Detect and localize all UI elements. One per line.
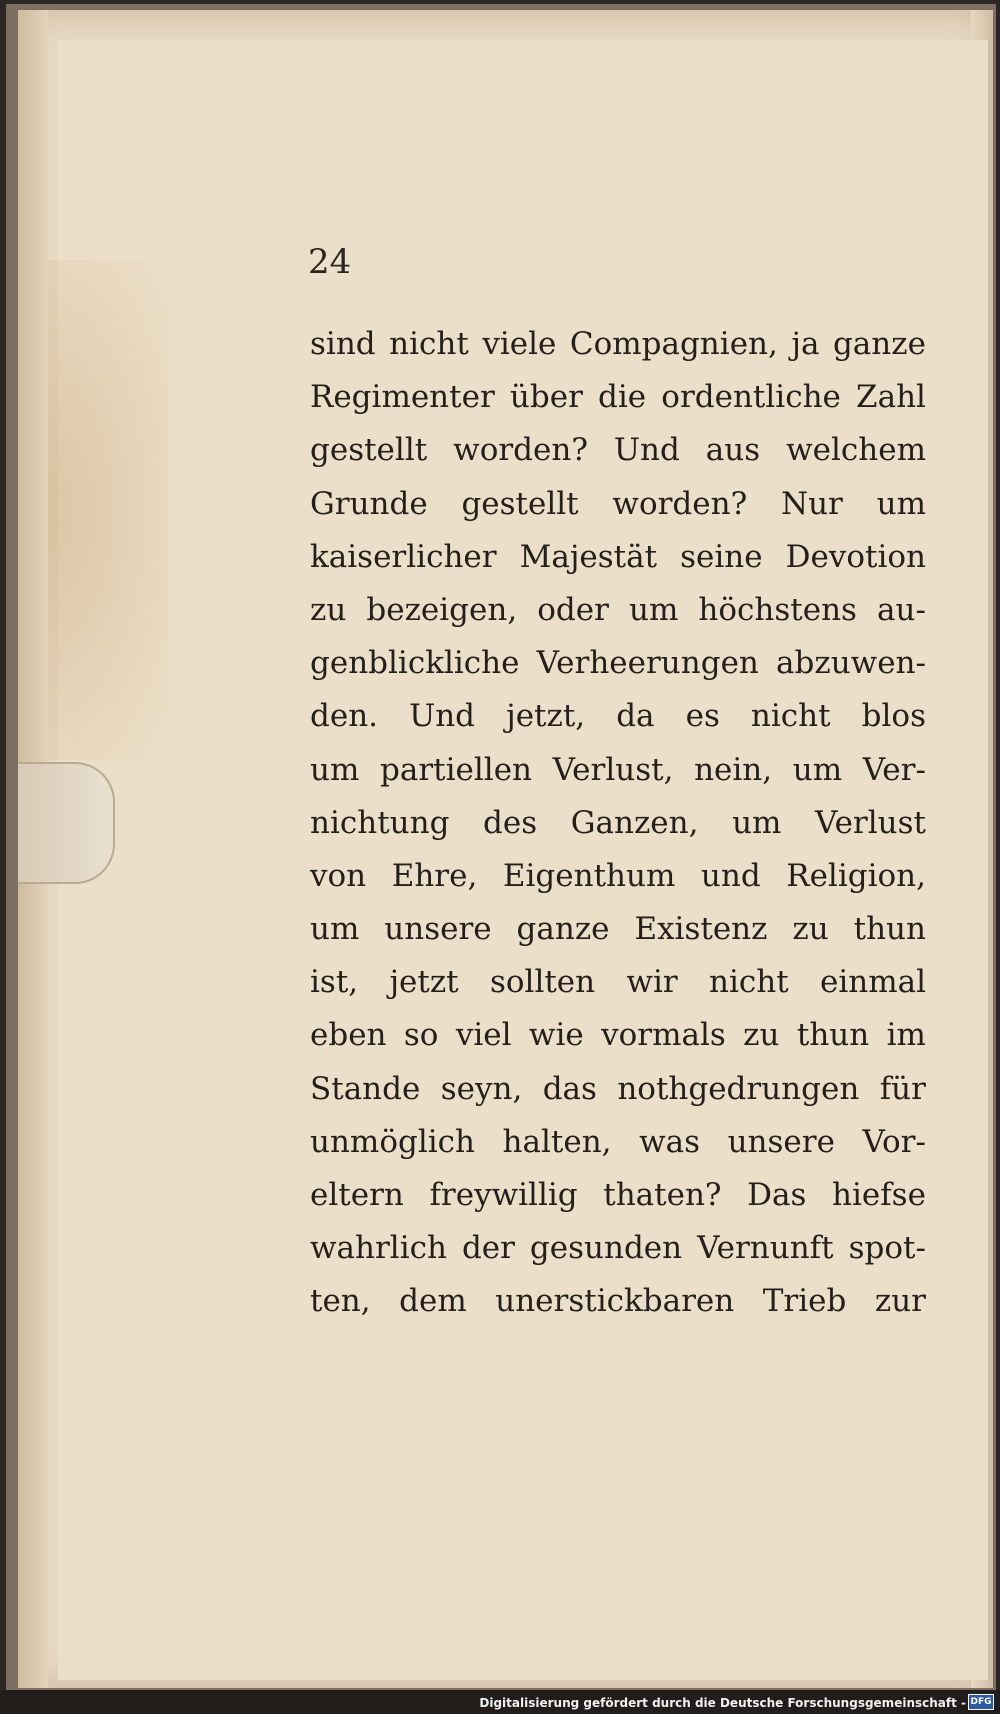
- word: wahrlich: [310, 1230, 447, 1267]
- word: die: [598, 379, 647, 416]
- word: ordentliche: [661, 379, 841, 416]
- text-line: [310, 1116, 926, 1169]
- word: Vernunft: [697, 1230, 834, 1267]
- word: so: [403, 1017, 439, 1054]
- word: hiefse: [831, 1177, 926, 1213]
- word: um: [792, 751, 843, 788]
- book-page: [18, 10, 993, 1688]
- word: für: [879, 1070, 926, 1107]
- word: über: [509, 379, 583, 416]
- word: viele: [482, 326, 557, 362]
- text-line: [310, 1063, 926, 1116]
- word: Ganzen,: [570, 804, 699, 841]
- word: unsere: [384, 911, 492, 948]
- word: vormals: [601, 1017, 726, 1054]
- word: bezeigen,: [366, 591, 518, 628]
- word: Regimenter: [310, 379, 495, 416]
- word: oder: [537, 591, 609, 628]
- text-line: [310, 478, 926, 531]
- word: Verlust: [815, 804, 926, 841]
- word: um: [876, 485, 926, 522]
- word: gestellt: [461, 485, 579, 522]
- word: das: [542, 1070, 597, 1107]
- word: des: [483, 804, 538, 841]
- text-line: [310, 1009, 926, 1062]
- text-line: [310, 1275, 926, 1328]
- word: unerstickbaren: [495, 1283, 735, 1320]
- word: partiellen: [380, 751, 533, 788]
- word: sollten: [489, 964, 596, 1001]
- word: unmöglich: [310, 1123, 475, 1160]
- text-line: [310, 956, 926, 1009]
- word: ja: [791, 326, 820, 362]
- word: Und: [613, 432, 680, 469]
- word: und: [700, 857, 761, 894]
- word: um: [628, 591, 679, 628]
- word: freywillig: [429, 1177, 578, 1213]
- word: zu: [792, 911, 829, 948]
- word: Existenz: [634, 911, 768, 948]
- text-line: [310, 318, 926, 371]
- text-line: [310, 1169, 926, 1222]
- word: Zahl: [856, 379, 926, 416]
- word: Das: [747, 1177, 807, 1213]
- word: nein,: [694, 751, 773, 788]
- text-line: [310, 690, 926, 743]
- word: Trieb: [762, 1283, 847, 1320]
- text-line: [310, 903, 926, 956]
- word: ist,: [310, 964, 359, 1001]
- text-line: [310, 850, 926, 903]
- word: was: [639, 1123, 701, 1160]
- word: halten,: [502, 1123, 612, 1160]
- word: seine: [680, 538, 763, 575]
- word: abzuwen-: [776, 645, 926, 682]
- word: viel: [455, 1017, 512, 1054]
- word: welchem: [786, 432, 926, 469]
- word: unsere: [727, 1123, 835, 1160]
- word: nicht: [389, 326, 469, 362]
- word: ten,: [310, 1283, 371, 1320]
- word: gesunden: [529, 1230, 683, 1267]
- text-line: [310, 797, 926, 850]
- word: Vor-: [862, 1123, 926, 1160]
- word: eltern: [310, 1177, 404, 1213]
- word: seyn,: [440, 1070, 523, 1107]
- word: einmal: [819, 964, 926, 1001]
- word: da: [616, 698, 655, 735]
- digitization-credit: Digitalisierung gefördert durch die Deutsche Forschungsgemeinschaft -: [479, 1696, 966, 1710]
- word: gestellt: [310, 432, 428, 469]
- word: Grunde: [310, 485, 428, 522]
- word: es: [685, 698, 720, 735]
- word: zur: [874, 1283, 926, 1320]
- page-number: 24: [308, 242, 352, 282]
- text-line: [310, 531, 926, 584]
- word: au-: [877, 591, 926, 628]
- word: jetzt,: [506, 698, 586, 735]
- word: jetzt: [389, 964, 459, 1001]
- word: wie: [528, 1017, 584, 1054]
- word: thaten?: [603, 1177, 722, 1213]
- word: nothgedrungen: [617, 1070, 860, 1107]
- word: Eigenthum: [502, 857, 676, 894]
- text-line: [310, 637, 926, 690]
- word: genblickliche: [310, 645, 520, 682]
- word: ganze: [516, 911, 610, 948]
- word: Majestät: [519, 538, 658, 575]
- word: im: [886, 1017, 926, 1054]
- word: thun: [853, 911, 926, 948]
- word: zu: [310, 591, 347, 628]
- word: Devotion: [785, 538, 926, 575]
- word: von: [310, 857, 367, 894]
- word: den.: [310, 698, 379, 735]
- word: worden?: [612, 485, 748, 522]
- text-line: [310, 584, 926, 637]
- word: wir: [626, 964, 678, 1001]
- word: um: [310, 751, 360, 788]
- word: höchstens: [698, 591, 857, 628]
- word: eben: [310, 1017, 387, 1054]
- text-line: [310, 371, 926, 424]
- word: Compagnien,: [569, 326, 778, 362]
- text-line: [310, 1222, 926, 1275]
- word: Und: [409, 698, 476, 735]
- word: thun: [796, 1017, 870, 1054]
- word: Religion,: [786, 857, 926, 894]
- word: kaiserlicher: [310, 538, 497, 575]
- word: der: [461, 1230, 515, 1267]
- word: blos: [861, 698, 926, 735]
- dfg-logo: DFG: [968, 1694, 994, 1710]
- word: um: [310, 911, 360, 948]
- word: sind: [310, 326, 376, 362]
- word: aus: [705, 432, 761, 469]
- word: nichtung: [310, 804, 450, 841]
- word: spot-: [848, 1230, 926, 1267]
- word: Ehre,: [391, 857, 478, 894]
- word: ganze: [832, 326, 926, 362]
- word: zu: [743, 1017, 780, 1054]
- word: Stande: [310, 1070, 421, 1107]
- body-text: [310, 318, 926, 1329]
- word: nicht: [750, 698, 831, 735]
- text-line: [310, 744, 926, 797]
- word: worden?: [453, 432, 588, 469]
- word: Ver-: [862, 751, 926, 788]
- text-line: [310, 424, 926, 477]
- word: Verlust,: [552, 751, 674, 788]
- word: Nur: [780, 485, 843, 522]
- word: Verheerungen: [536, 645, 759, 682]
- word: dem: [399, 1283, 467, 1320]
- paper-stain: [48, 260, 168, 760]
- word: um: [732, 804, 782, 841]
- word: nicht: [709, 964, 789, 1001]
- page-clip-tab: [18, 762, 115, 884]
